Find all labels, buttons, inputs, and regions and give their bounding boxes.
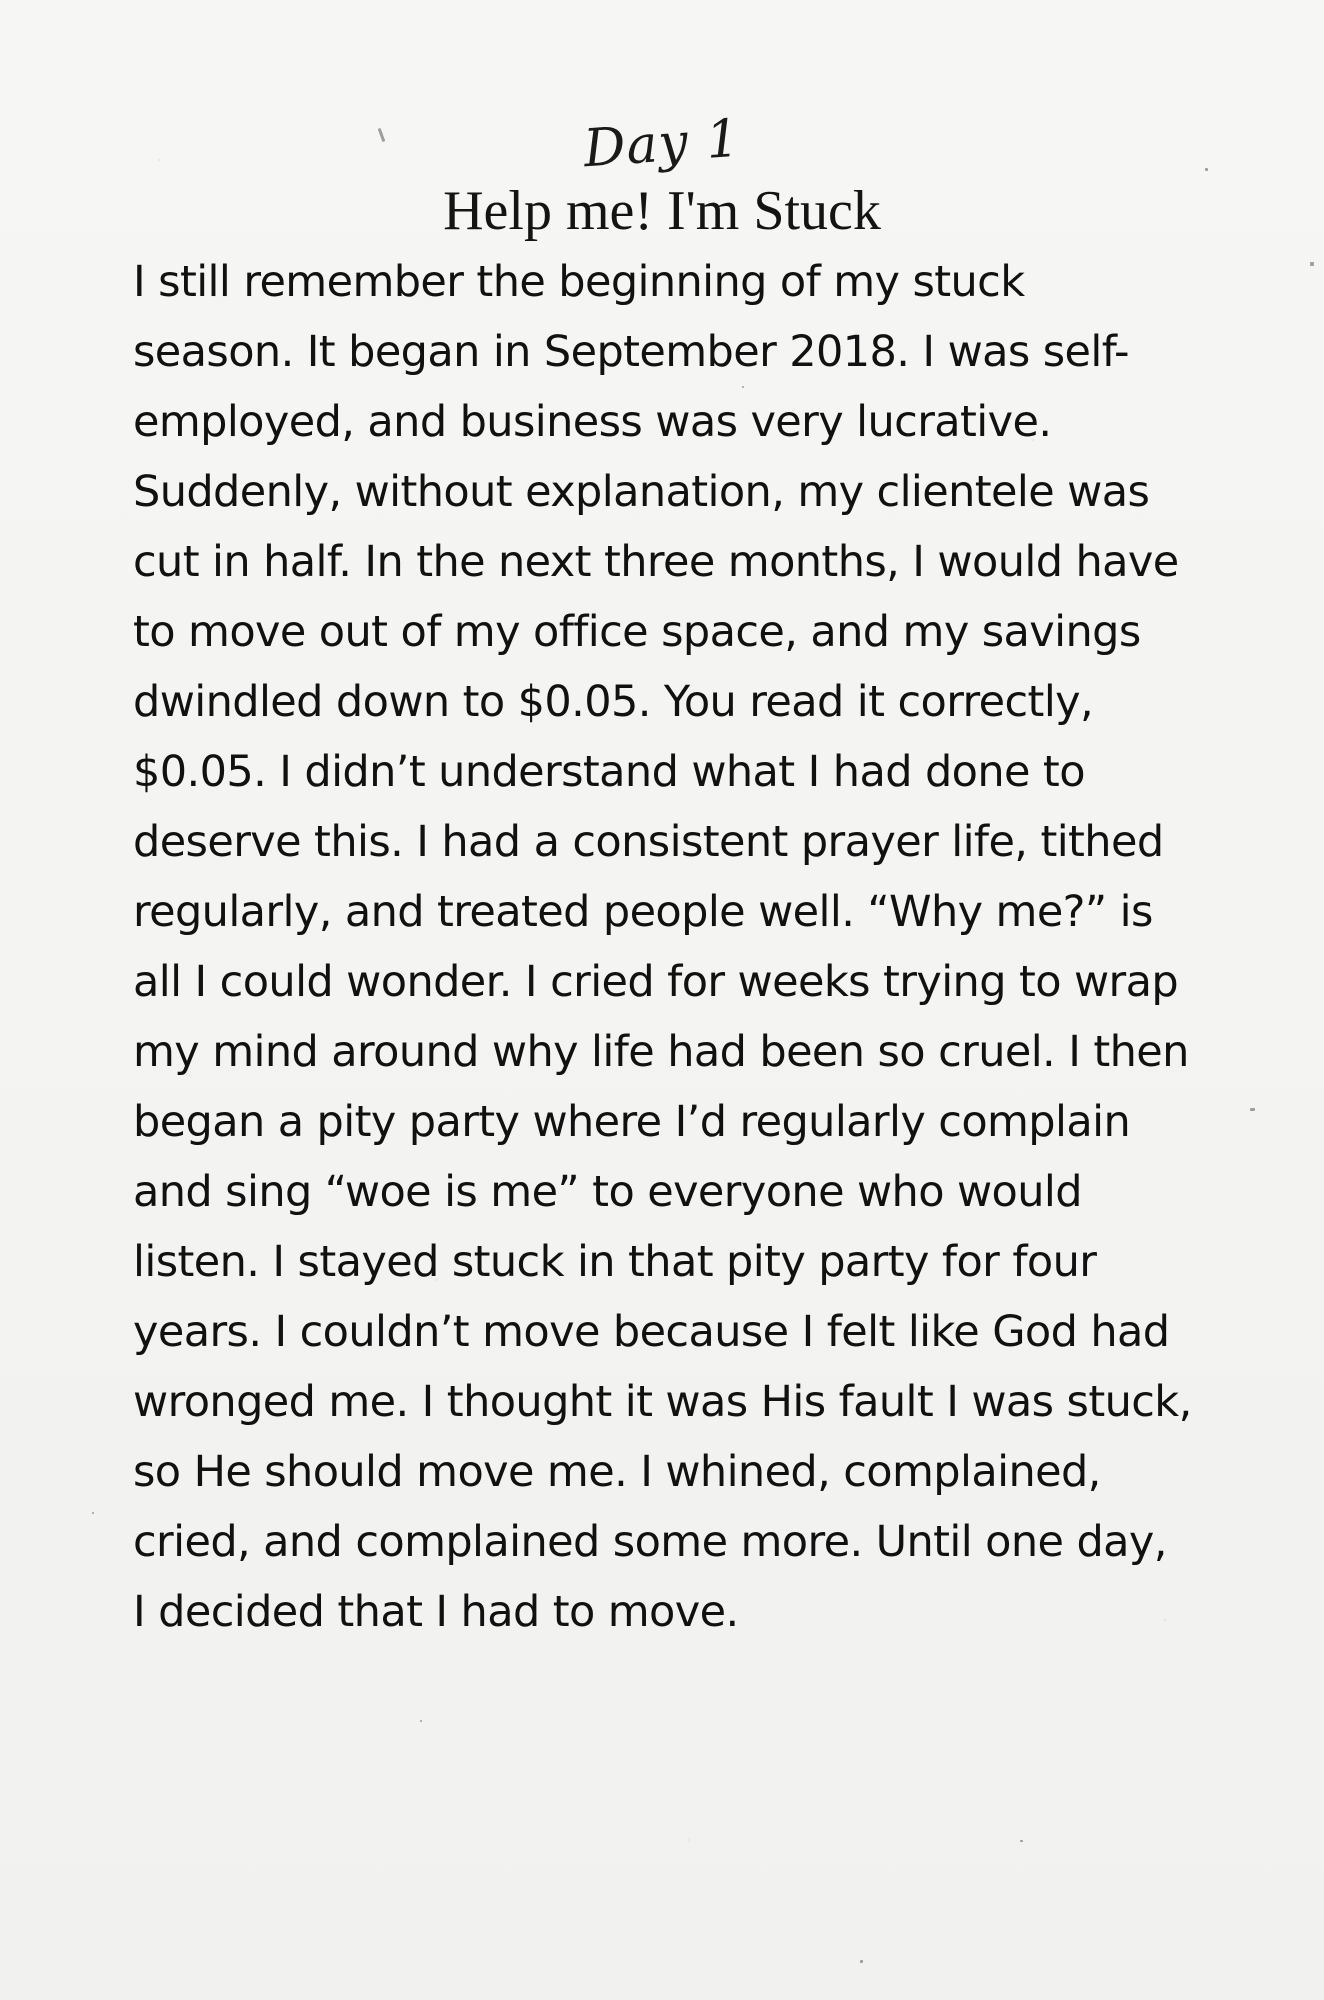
body-line: all I could wonder. I cried for weeks trying to wrap bbox=[133, 957, 1179, 1007]
paper-speck bbox=[860, 1960, 863, 1963]
body-line: cried, and complained some more. Until one day, bbox=[133, 1517, 1167, 1567]
paper-speck bbox=[92, 1512, 94, 1514]
body-line: began a pity party where I’d regularly complain bbox=[133, 1097, 1131, 1147]
body-line: employed, and business was very lucrative. bbox=[133, 397, 1052, 447]
paper-speck bbox=[1205, 168, 1208, 171]
body-paragraph bbox=[133, 247, 1213, 1647]
day-label: Day 1 bbox=[581, 108, 743, 180]
paper-speck bbox=[1310, 262, 1314, 266]
body-line: so He should move me. I whined, complained, bbox=[133, 1447, 1101, 1497]
body-line: years. I couldn’t move because I felt like God had bbox=[133, 1307, 1170, 1357]
body-line: regularly, and treated people well. “Why me?” is bbox=[133, 887, 1153, 937]
body-line: Suddenly, without explanation, my clientele was bbox=[133, 467, 1150, 517]
page-title: Help me! I'm Stuck bbox=[443, 180, 881, 242]
body-line: listen. I stayed stuck in that pity party for four bbox=[133, 1237, 1097, 1287]
body-line: my mind around why life had been so cruel. I then bbox=[133, 1027, 1189, 1077]
body-line: and sing “woe is me” to everyone who would bbox=[133, 1167, 1082, 1217]
paper-speck bbox=[1250, 1108, 1255, 1111]
paper-speck bbox=[420, 1720, 422, 1722]
body-line: $0.05. I didn’t understand what I had done to bbox=[133, 747, 1085, 797]
body-line: deserve this. I had a consistent prayer life, tithed bbox=[133, 817, 1164, 867]
body-line: season. It began in September 2018. I was self- bbox=[133, 327, 1129, 377]
body-line: I decided that I had to move. bbox=[133, 1587, 739, 1637]
paper-speck bbox=[1020, 1840, 1023, 1842]
body-line: I still remember the beginning of my stuck bbox=[133, 257, 1025, 307]
body-line: wronged me. I thought it was His fault I was stuck, bbox=[133, 1377, 1192, 1427]
body-line: dwindled down to $0.05. You read it correctly, bbox=[133, 677, 1094, 727]
body-line: cut in half. In the next three months, I would have bbox=[133, 537, 1179, 587]
body-line: to move out of my office space, and my savings bbox=[133, 607, 1141, 657]
